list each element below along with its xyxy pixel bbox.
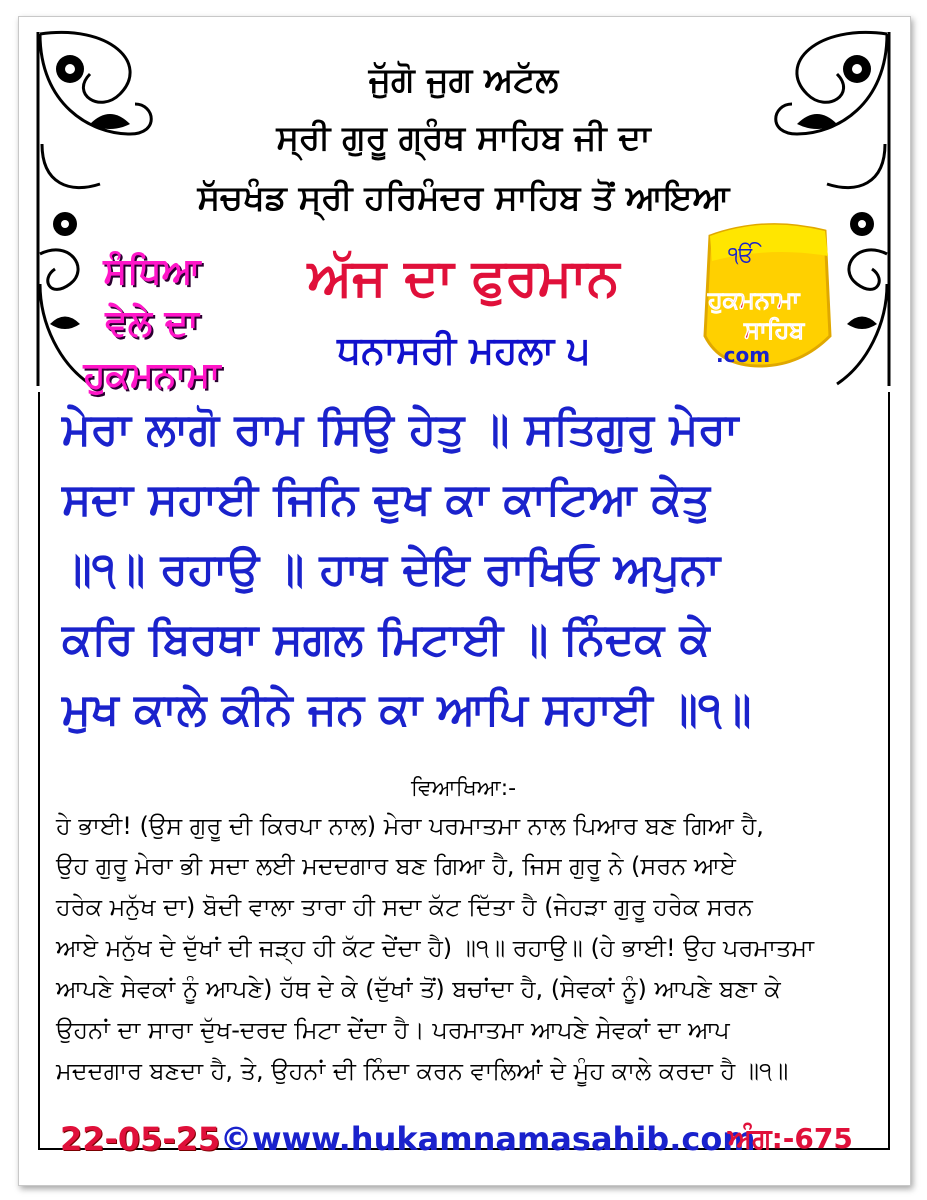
header-line-3: ਸੱਚਖੰਡ ਸ੍ਰੀ ਹਰਿਮੰਦਰ ਸਾਹਿਬ ਤੋਂ ਆਇਆ — [197, 178, 730, 218]
page-title: ਅੱਜ ਦਾ ਫੁਰਮਾਨ — [307, 248, 620, 308]
explanation-line-4: ਆਏ ਮਨੁੱਖ ਦੇ ਦੁੱਖਾਂ ਦੀ ਜੜ੍ਹ ਹੀ ਕੱਟ ਦੇਂਦਾ ਹੈ) ॥੧॥ ਰਹਾਉ॥ (ਹੇ ਭਾਈ! ਉਹ ਪਰਮਾਤਮਾ — [56, 934, 815, 962]
hukamnama-sahib-logo — [690, 216, 840, 376]
logo-text-3: .com — [716, 343, 771, 367]
evening-label-line-1: ਸੰਧਿਆ — [103, 251, 201, 292]
ek-onkar-symbol: ੴ — [728, 243, 755, 268]
explanation-line-1: ਹੇ ਭਾਈ! (ਉਸ ਗੁਰੂ ਦੀ ਕਿਰਪਾ ਨਾਲ) ਮੇਰਾ ਪਰਮਾਤਮਾ ਨਾਲ ਪਿਆਰ ਬਣ ਗਿਆ ਹੈ, — [56, 812, 764, 840]
gurbani-line-5: ਮੁਖ ਕਾਲੇ ਕੀਨੇ ਜਨ ਕਾ ਆਪਿ ਸਹਾਈ ॥੧॥ — [62, 684, 752, 735]
gurbani-line-1: ਮੇਰਾ ਲਾਗੋ ਰਾਮ ਸਿਉ ਹੇਤੁ ॥ ਸਤਿਗੁਰੁ ਮੇਰਾ — [62, 404, 739, 455]
explanation-heading: ਵਿਆਖਿਆ:- — [410, 776, 517, 801]
evening-label-line-3: ਹੁਕਮਨਾਮਾ — [83, 355, 221, 396]
explanation-line-6: ਉਹਨਾਂ ਦਾ ਸਾਰਾ ਦੁੱਖ-ਦਰਦ ਮਿਟਾ ਦੇਂਦਾ ਹੈ। ਪਰਮਾਤਮਾ ਆਪਣੇ ਸੇਵਕਾਂ ਦਾ ਆਪ — [56, 1016, 730, 1044]
footer-website-link[interactable]: ©www.hukamnamasahib.com — [220, 1120, 756, 1158]
explanation-line-5: ਆਪਣੇ ਸੇਵਕਾਂ ਨੂੰ ਆਪਣੇ) ਹੱਥ ਦੇ ਕੇ (ਦੁੱਖਾਂ ਤੋਂ) ਬਚਾਂਦਾ ਹੈ, (ਸੇਵਕਾਂ ਨੂੰ) ਆਪਣੇ ਬਣਾ ਕੇ — [56, 975, 781, 1003]
footer-date: 22-05-25 — [60, 1120, 221, 1158]
explanation-line-7: ਮਦਦਗਾਰ ਬਣਦਾ ਹੈ, ਤੇ, ਉਹਨਾਂ ਦੀ ਨਿੰਦਾ ਕਰਨ ਵਾਲਿਆਂ ਦੇ ਮੂੰਹ ਕਾਲੇ ਕਰਦਾ ਹੈ ॥੧॥ — [56, 1057, 789, 1085]
raag-heading: ਧਨਾਸਰੀ ਮਹਲਾ ੫ — [337, 328, 590, 372]
gurbani-line-3: ॥੧॥ ਰਹਾਉ ॥ ਹਾਥ ਦੇਇ ਰਾਖਿਓ ਅਪੁਨਾ — [62, 544, 721, 595]
logo-text-2: ਸਾਹਿਬ — [744, 316, 805, 344]
footer-ang-number: ਅੰਗ:-675 — [728, 1122, 853, 1155]
explanation-line-2: ਉਹ ਗੁਰੂ ਮੇਰਾ ਭੀ ਸਦਾ ਲਈ ਮਦਦਗਾਰ ਬਣ ਗਿਆ ਹੈ, ਜਿਸ ਗੁਰੂ ਨੇ (ਸਰਨ ਆਏ — [56, 852, 736, 880]
gurbani-line-4: ਕਰਿ ਬਿਰਥਾ ਸਗਲ ਮਿਟਾਈ ॥ ਨਿੰਦਕ ਕੇ — [62, 614, 710, 665]
header-line-2: ਸ੍ਰੀ ਗੁਰੂ ਗ੍ਰੰਥ ਸਾਹਿਬ ਜੀ ਦਾ — [276, 118, 651, 158]
evening-label-line-2: ਵੇਲੇ ਦਾ — [105, 303, 199, 344]
logo-text-1: ਹੁਕਮਨਾਮਾ — [708, 286, 800, 314]
header-line-1: ਜੁੱਗੋ ਜੁਗ ਅਟੱਲ — [368, 60, 559, 100]
explanation-line-3: ਹਰੇਕ ਮਨੁੱਖ ਦਾ) ਬੋਦੀ ਵਾਲਾ ਤਾਰਾ ਹੀ ਸਦਾ ਕੱਟ ਦਿੱਤਾ ਹੈ (ਜੇਹੜਾ ਗੁਰੂ ਹਰੇਕ ਸਰਨ — [56, 893, 753, 921]
gurbani-line-2: ਸਦਾ ਸਹਾਈ ਜਿਨਿ ਦੁਖ ਕਾ ਕਾਟਿਆ ਕੇਤੁ — [62, 474, 710, 525]
footer — [60, 1120, 870, 1164]
